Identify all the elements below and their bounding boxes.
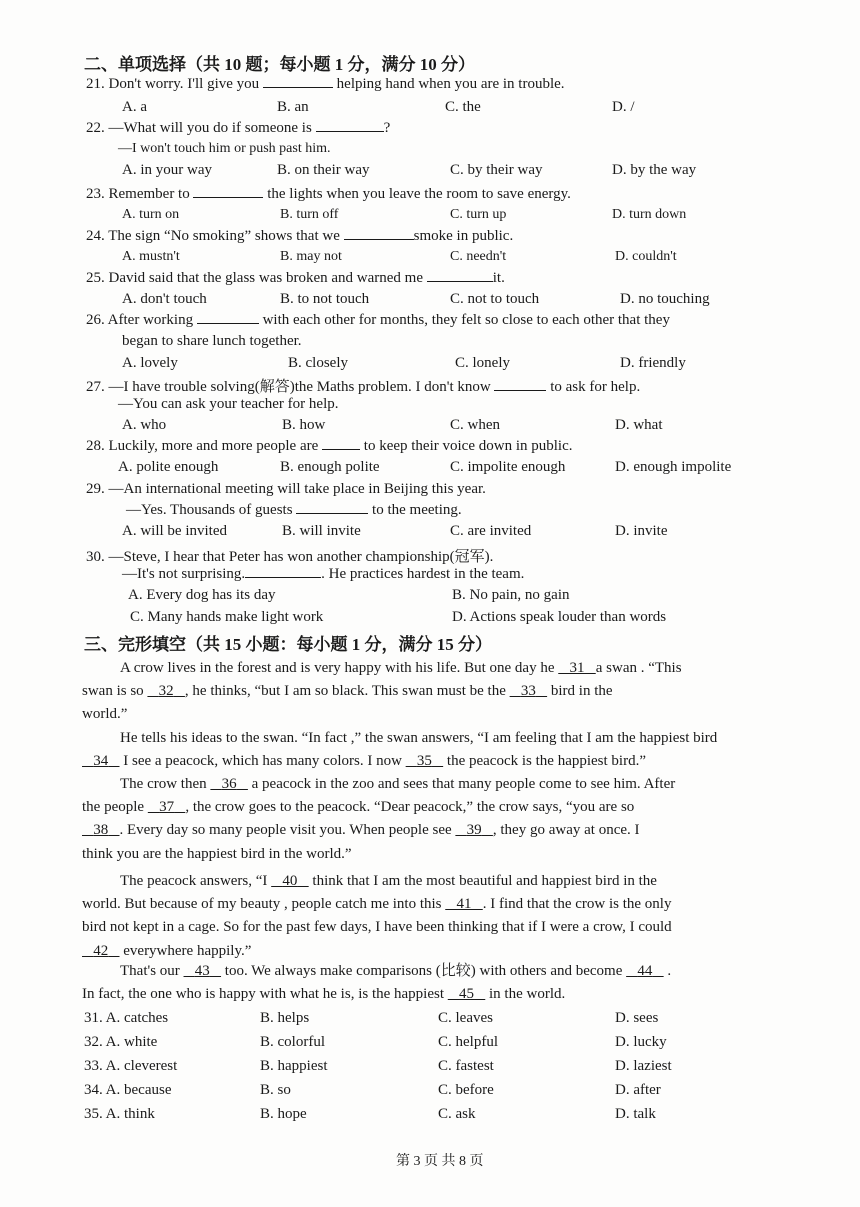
question-text: —Yes. Thousands of guests	[126, 502, 297, 518]
question-text: ?	[383, 120, 391, 136]
cloze-option: 31. A. catches	[84, 1010, 169, 1026]
section-heading: 三、完形填空（共 15 小题：每小题 1 分，满分 15 分）	[84, 635, 492, 654]
blank-number: 40	[282, 873, 298, 889]
cloze-option: B. helps	[260, 1010, 310, 1026]
option-d: D. what	[615, 417, 663, 433]
answer-blank	[193, 196, 263, 198]
question-26	[86, 312, 670, 329]
question-text: helping hand when you are in trouble.	[332, 76, 565, 92]
option-d: D. Actions speak louder than words	[452, 609, 667, 625]
option-c: C. lonely	[455, 355, 510, 371]
option-a: A. who	[122, 417, 167, 433]
blank-number: 36	[221, 776, 237, 792]
cloze-option: C. leaves	[438, 1010, 493, 1026]
blank-number: 31	[569, 660, 585, 676]
cloze-option: D. sees	[615, 1010, 659, 1026]
option-c: C. by their way	[450, 162, 543, 178]
passage-line: 38 . Every day so many people visit you. When people see 39 , they go away at once. I	[82, 819, 814, 842]
option-c: C. when	[450, 417, 500, 433]
cloze-option: D. talk	[615, 1106, 656, 1122]
cloze-option: 34. A. because	[84, 1082, 172, 1098]
question-text: . He practices hardest in the team.	[321, 566, 525, 582]
cloze-option: D. after	[615, 1082, 661, 1098]
question-text: 28. Luckily, more and more people are	[86, 438, 323, 454]
question-21	[86, 76, 565, 93]
passage-line: In fact, the one who is happy with what he is, is the happiest 45 in the world.	[82, 986, 566, 1003]
passage-line: That's our 43 too. We always make comparisons (比较) with others and become 44 .	[120, 963, 672, 979]
option-b: B. No pain, no gain	[452, 587, 570, 603]
cloze-option: 32. A. white	[84, 1034, 158, 1050]
blank-number: 44	[637, 963, 653, 979]
question-text: with each other for months, they felt so close to each other that they	[258, 312, 670, 328]
cloze-option: C. ask	[438, 1106, 476, 1122]
option-a: A. don't touch	[122, 291, 207, 307]
question-text: 22. —What will you do if someone is	[86, 120, 316, 136]
blank-number: 35	[416, 753, 432, 770]
option-b: B. turn off	[280, 207, 339, 222]
passage-paragraph	[82, 870, 814, 963]
option-a: A. lovely	[122, 355, 178, 371]
cloze-option: B. colorful	[260, 1034, 325, 1050]
cloze-option: B. so	[260, 1082, 291, 1098]
option-c: C. the	[445, 99, 481, 115]
option-d: D. couldn't	[615, 249, 677, 264]
question-23	[86, 186, 571, 203]
question-text: 26. After working	[86, 312, 197, 328]
section-heading: 二、单项选择（共 10 题；每小题 1 分，满分 10 分）	[84, 55, 475, 74]
question-30: 30. —Steve, I hear that Peter has won another championship(冠军).	[86, 549, 494, 565]
passage-paragraph	[82, 657, 814, 727]
passage-line: The peacock answers, “I 40 think that I am the most beautiful and happiest bird in the	[120, 873, 657, 889]
passage-paragraph	[82, 773, 814, 866]
passage-line: think you are the happiest bird in the world.”	[82, 845, 352, 862]
answer-blank	[245, 576, 321, 578]
passage-line: world.”	[82, 706, 128, 723]
option-d: D. /	[612, 99, 635, 115]
answer-blank	[316, 130, 384, 132]
cloze-option: D. lucky	[615, 1034, 667, 1050]
question-text: 27. —I have trouble solving(解答)the Maths problem. I don't know	[86, 379, 495, 395]
option-a: A. Every dog has its day	[128, 587, 276, 603]
answer-blank	[296, 512, 368, 514]
question-text: 25. David said that the glass was broken and warned me	[86, 270, 427, 286]
option-c: C. impolite enough	[450, 459, 566, 475]
option-a: A. in your way	[122, 162, 212, 178]
passage-line: bird not kept in a cage. So for the past few days, I have been thinking that if I were a crow, I could	[82, 919, 672, 936]
option-a: A. polite enough	[118, 459, 219, 475]
blank-number: 33	[520, 683, 536, 700]
question-text: to the meeting.	[368, 502, 462, 518]
question-text: 24. The sign “No smoking” shows that we	[86, 228, 344, 244]
option-b: B. enough polite	[280, 459, 380, 475]
question-text: —It's not surprising.	[122, 566, 246, 582]
option-d: D. friendly	[620, 355, 686, 371]
option-a: A. a	[122, 99, 147, 115]
answer-blank	[263, 86, 333, 88]
cloze-option: C. fastest	[438, 1058, 494, 1074]
answer-blank	[427, 280, 493, 282]
option-b: B. an	[277, 99, 309, 115]
option-b: B. will invite	[282, 523, 361, 539]
passage-line: world. But because of my beauty , people catch me into this 41 . I find that the crow is the only	[82, 896, 672, 913]
question-text: to keep their voice down in public.	[360, 438, 573, 454]
passage-line: 42 everywhere happily.”	[82, 940, 814, 963]
option-a: A. mustn't	[122, 249, 180, 264]
blank-number: 43	[194, 963, 210, 979]
blank-number: 38	[93, 822, 109, 839]
blank-number: 37	[159, 799, 175, 816]
passage-line: swan is so 32 , he thinks, “but I am so black. This swan must be the 33 bird in the	[82, 683, 613, 700]
passage-paragraph	[82, 960, 814, 1006]
cloze-option: D. laziest	[615, 1058, 672, 1074]
dialogue-line	[122, 566, 524, 583]
answer-blank	[197, 322, 259, 324]
question-text: to ask for help.	[546, 379, 641, 395]
passage-paragraph	[82, 727, 814, 773]
option-c: C. Many hands make light work	[130, 609, 324, 625]
dialogue-line: —You can ask your teacher for help.	[118, 396, 339, 412]
option-b: B. to not touch	[280, 291, 370, 307]
option-a: A. turn on	[122, 207, 180, 222]
option-b: B. on their way	[277, 162, 370, 178]
passage-line: The crow then 36 a peacock in the zoo and sees that many people come to see him. After	[120, 776, 676, 792]
question-22	[86, 120, 390, 137]
question-25	[86, 270, 505, 287]
question-text: the lights when you leave the room to save energy.	[263, 186, 571, 202]
cloze-option: C. before	[438, 1082, 494, 1098]
cloze-option: C. helpful	[438, 1034, 498, 1050]
option-b: B. how	[282, 417, 326, 433]
option-c: C. not to touch	[450, 291, 540, 307]
option-d: D. no touching	[620, 291, 710, 307]
passage-line: 34 I see a peacock, which has many colors. I now 35 the peacock is the happiest bird.”	[82, 750, 814, 773]
question-24	[86, 228, 513, 245]
cloze-option: B. hope	[260, 1106, 307, 1122]
passage-line: A crow lives in the forest and is very happy with his life. But one day he 31 a swan . “This	[120, 660, 682, 676]
cloze-option: B. happiest	[260, 1058, 328, 1074]
option-c: C. needn't	[450, 249, 507, 264]
dialogue-line: —I won't touch him or push past him.	[118, 141, 331, 156]
option-d: D. by the way	[612, 162, 697, 178]
option-c: C. are invited	[450, 523, 532, 539]
question-text: 21. Don't worry. I'll give you	[86, 76, 263, 92]
cloze-option: 33. A. cleverest	[84, 1058, 178, 1074]
question-28	[86, 438, 572, 455]
blank-number: 45	[459, 986, 475, 1003]
option-d: D. invite	[615, 523, 668, 539]
cloze-option: 35. A. think	[84, 1106, 155, 1122]
question-text: it.	[492, 270, 505, 286]
option-b: B. closely	[288, 355, 348, 371]
passage-line: the people 37 , the crow goes to the peacock. “Dear peacock,” the crow says, “you are so	[82, 799, 635, 816]
option-d: D. enough impolite	[615, 459, 732, 475]
passage-line: He tells his ideas to the swan. “In fact ,” the swan answers, “I am feeling that I am the happiest bird	[120, 730, 718, 746]
option-d: D. turn down	[612, 207, 687, 222]
answer-blank	[344, 238, 414, 240]
blank-number: 41	[456, 896, 472, 913]
question-text: 23. Remember to	[86, 186, 194, 202]
blank-number: 39	[466, 822, 482, 839]
blank-number: 32	[158, 683, 174, 700]
blank-number: 34	[93, 753, 109, 770]
dialogue-line	[126, 502, 462, 519]
answer-blank	[322, 448, 360, 450]
blank-number: 42	[93, 942, 109, 959]
question-text: smoke in public.	[413, 228, 514, 244]
answer-blank	[494, 389, 546, 391]
question-29: 29. —An international meeting will take place in Beijing this year.	[86, 481, 486, 497]
option-b: B. may not	[280, 249, 342, 264]
page-number: 第 3 页 共 8 页	[396, 1154, 484, 1169]
question-27	[86, 375, 640, 396]
option-c: C. turn up	[450, 207, 507, 222]
option-a: A. will be invited	[122, 523, 227, 539]
question-continuation: began to share lunch together.	[122, 333, 302, 349]
